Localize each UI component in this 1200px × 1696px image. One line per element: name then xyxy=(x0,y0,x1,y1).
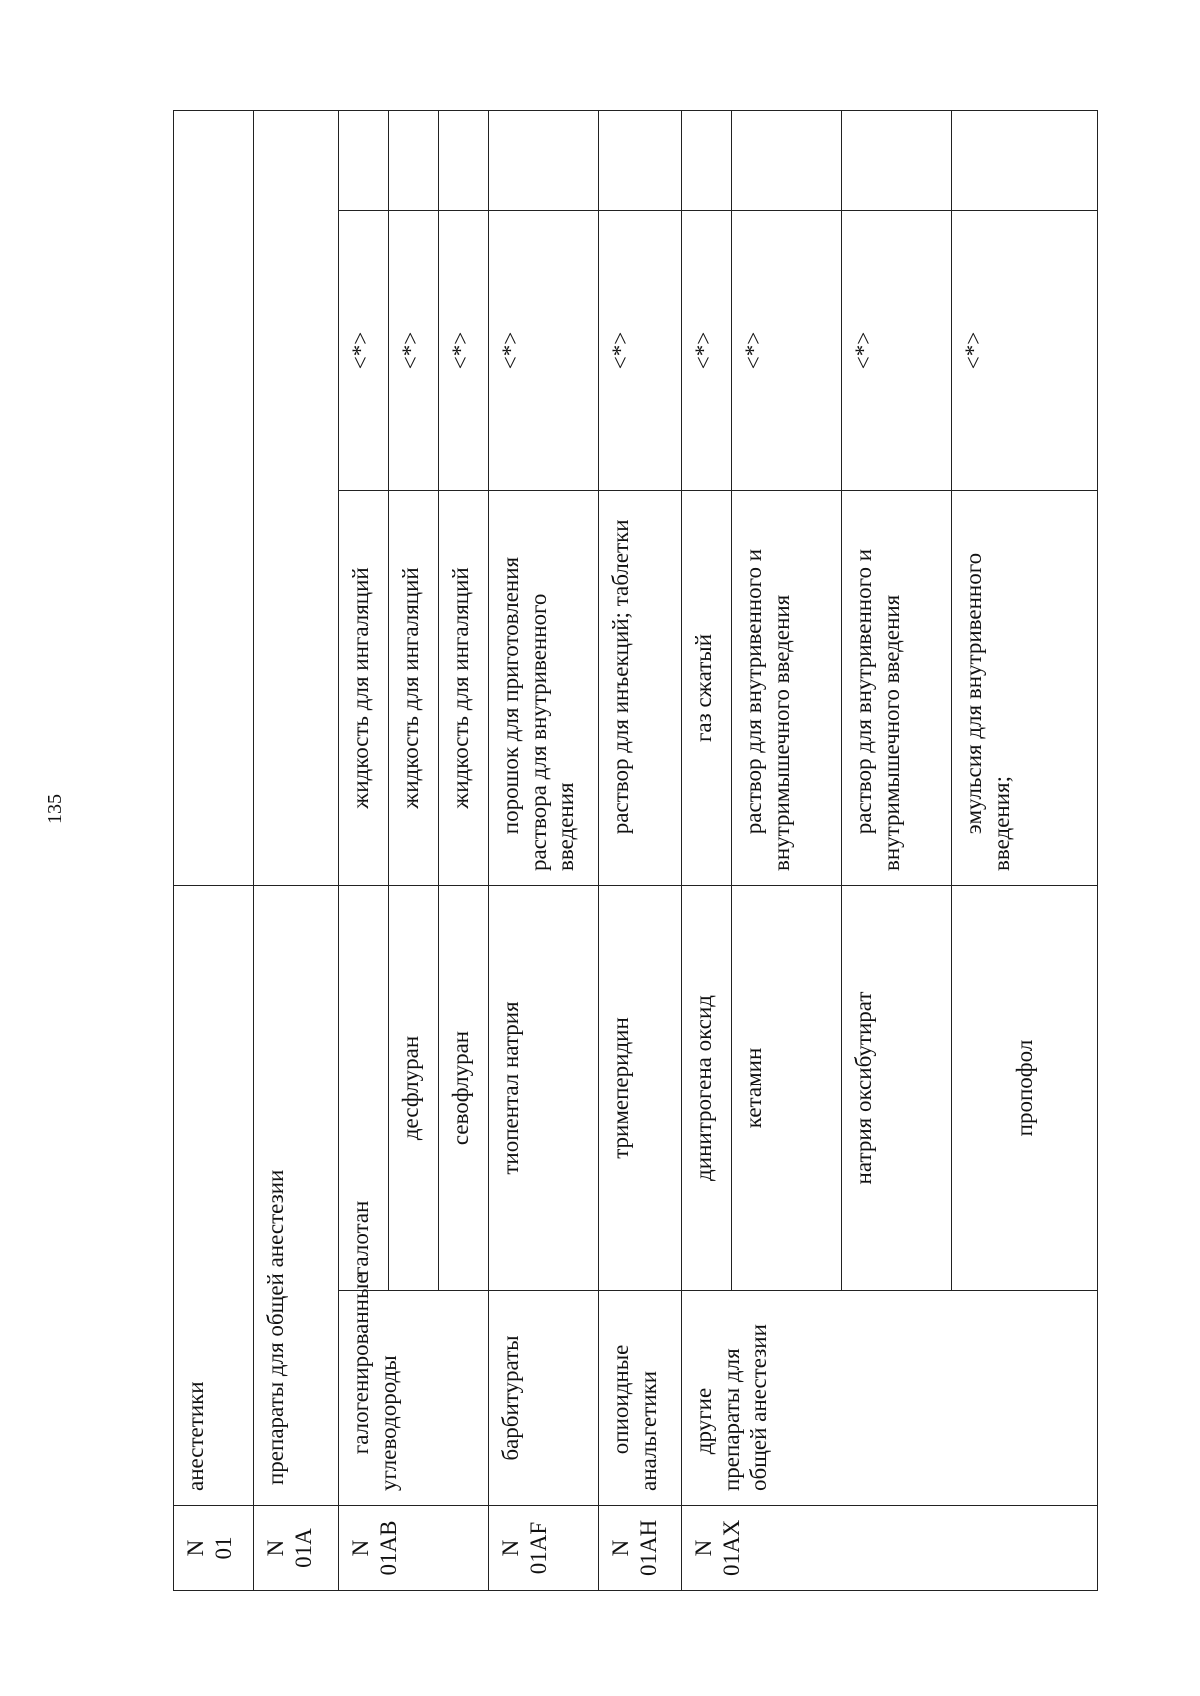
atc-code: N 01AB xyxy=(339,1506,489,1591)
table-row xyxy=(599,110,682,1590)
drug-name: тиопентал натрия xyxy=(489,885,599,1290)
dosage-form: раствор для инъекций; таблетки xyxy=(599,490,682,885)
mark: <*> xyxy=(339,210,389,490)
empty-cell xyxy=(339,110,389,210)
mark: <*> xyxy=(389,210,439,490)
atc-code: N 01 xyxy=(174,1506,254,1591)
drug-name: динитрогена оксид xyxy=(682,885,732,1290)
group-name: другие препараты для общей анестезии xyxy=(682,1291,1098,1506)
empty-cell xyxy=(254,110,339,885)
drug-name: кетамин xyxy=(732,885,842,1290)
group-name: препараты для общей анестезии xyxy=(254,885,339,1505)
group-name: галогенированные углеводороды xyxy=(339,1291,489,1506)
mark: <*> xyxy=(599,210,682,490)
atc-code: N 01AH xyxy=(599,1506,682,1591)
drug-name: десфлуран xyxy=(389,885,439,1290)
drug-name: севофлуран xyxy=(439,885,489,1290)
empty-cell xyxy=(439,110,489,210)
mark: <*> xyxy=(842,210,952,490)
drug-name: натрия оксибутират xyxy=(842,885,952,1290)
drug-name: галотан xyxy=(339,885,389,1290)
empty-cell xyxy=(489,110,599,210)
empty-cell xyxy=(952,110,1098,210)
dosage-form: газ сжатый xyxy=(682,490,732,885)
drug-name: пропофол xyxy=(952,885,1098,1290)
empty-cell xyxy=(389,110,439,210)
mark: <*> xyxy=(952,210,1098,490)
empty-cell xyxy=(682,110,732,210)
group-name: барбитураты xyxy=(489,1291,599,1506)
mark: <*> xyxy=(489,210,599,490)
dosage-form: порошок для приготовления раствора для внутривенного введения xyxy=(489,490,599,885)
group-name: анестетики xyxy=(174,885,254,1505)
dosage-form: раствор для внутривенного и внутримышечного введения xyxy=(842,490,952,885)
table-row xyxy=(682,110,732,1590)
atc-code: N 01AX xyxy=(682,1506,1098,1591)
table-row xyxy=(254,110,339,1590)
mark: <*> xyxy=(732,210,842,490)
empty-cell xyxy=(842,110,952,210)
atc-code: N 01A xyxy=(254,1506,339,1591)
group-name: опиоидные анальгетики xyxy=(599,1291,682,1506)
empty-cell xyxy=(174,110,254,885)
mark: <*> xyxy=(439,210,489,490)
empty-cell xyxy=(599,110,682,210)
dosage-form: жидкость для ингаляций xyxy=(339,490,389,885)
empty-cell xyxy=(732,110,842,210)
table-row xyxy=(489,110,599,1590)
dosage-form: жидкость для ингаляций xyxy=(439,490,489,885)
table-row xyxy=(174,110,254,1590)
atc-code: N 01AF xyxy=(489,1506,599,1591)
mark: <*> xyxy=(682,210,732,490)
dosage-form: жидкость для ингаляций xyxy=(389,490,439,885)
drug-table xyxy=(173,111,1098,1591)
drug-name: тримеперидин xyxy=(599,885,682,1290)
page-number: 135 xyxy=(44,794,66,824)
dosage-form: эмульсия для внутривенного введения; xyxy=(952,490,1098,885)
table-row xyxy=(339,110,389,1590)
dosage-form: раствор для внутривенного и внутримышечного введения xyxy=(732,490,842,885)
